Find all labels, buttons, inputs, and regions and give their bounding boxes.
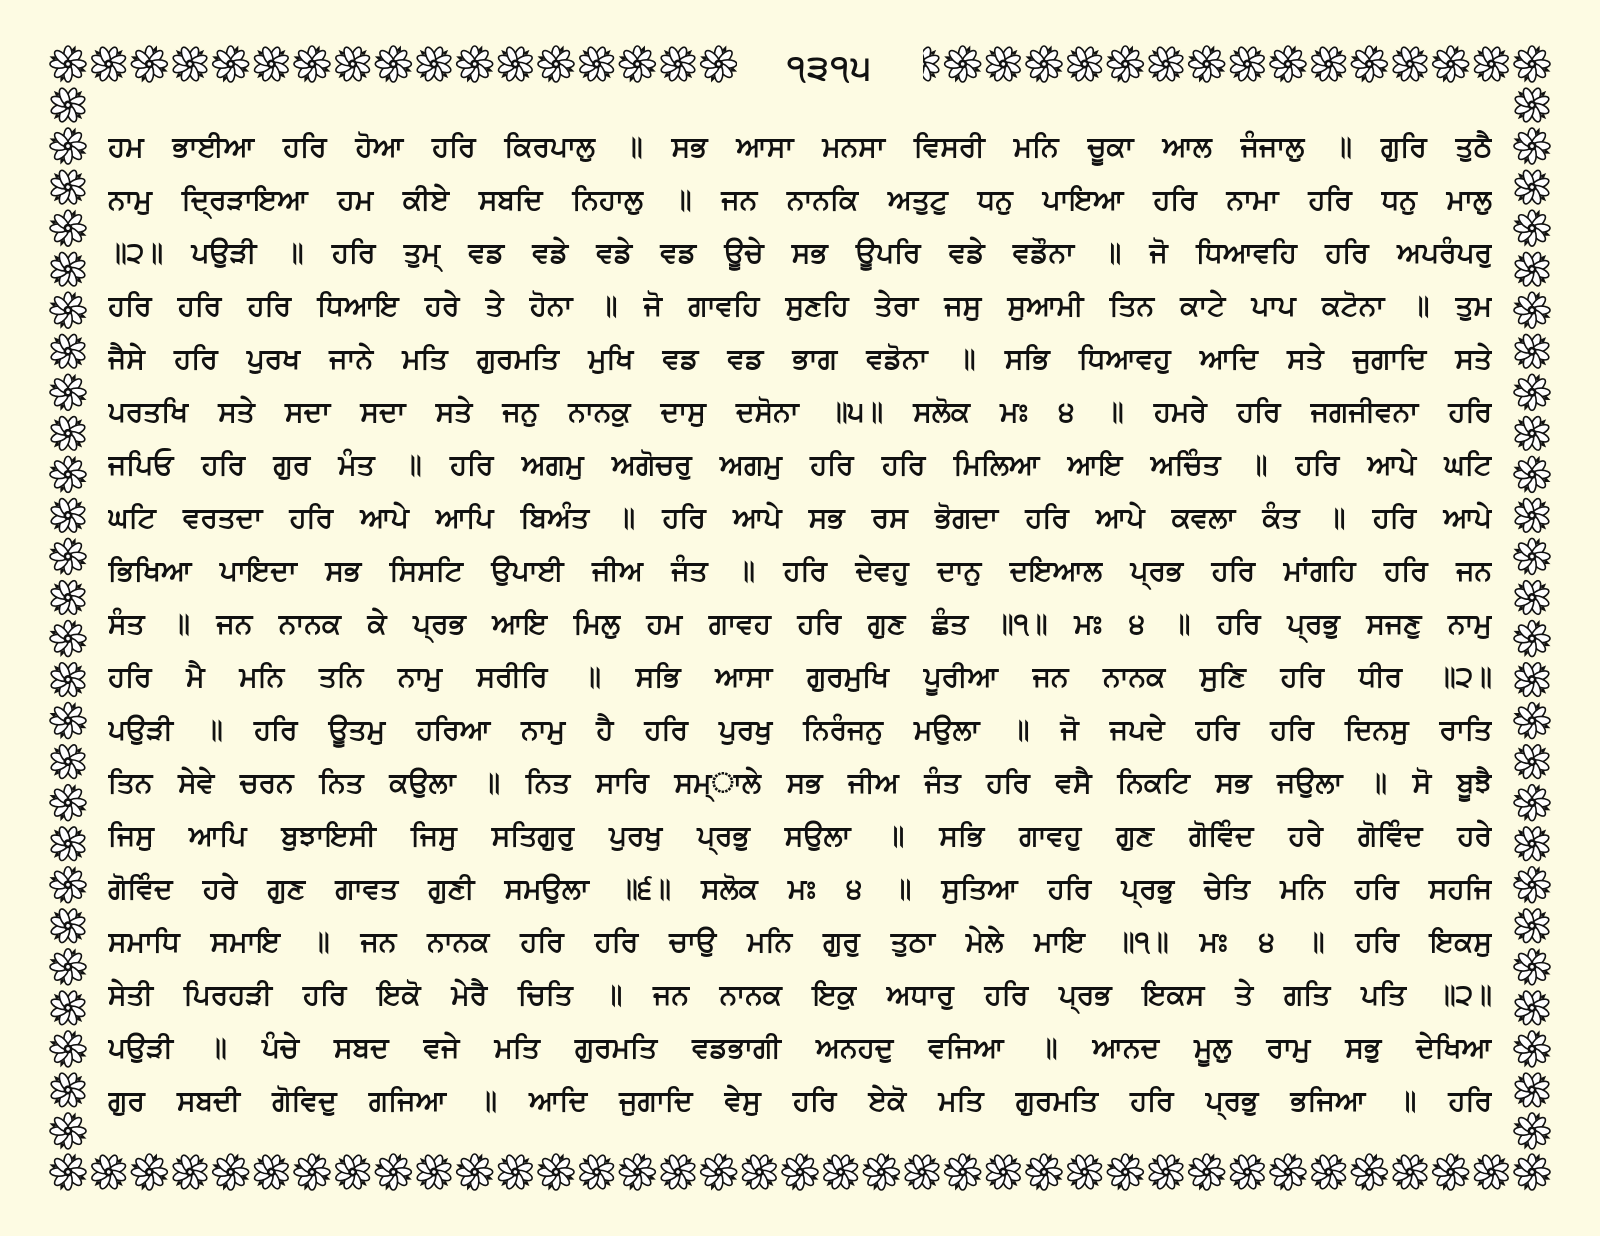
flower-ornament-icon [49,127,87,165]
flower-ornament-icon [1141,1147,1191,1196]
scripture-text-block [108,120,1492,1117]
flower-ornament-icon [455,1153,493,1191]
flower-ornament-icon [165,1147,215,1196]
text-line: ਗੁਰ ਸਬਦੀ ਗੋਵਿਦੁ ਗਜਿਆ ॥ ਆਦਿ ਜੁਗਾਦਿ ਵੇਸੁ ਹਰਿ ਏਕੋ ਮਤਿ ਗੁਰਮਤਿ ਹਰਿ ਪ੍ਰਭੁ ਭਜਿਆ ॥ ਹਰਿ [108,1084,1492,1117]
flower-ornament-icon [1304,1147,1354,1196]
flower-ornament-icon [49,45,87,83]
flower-ornament-icon [44,244,93,294]
text-line: ਸਮਾਧਿ ਸਮਾਇ ॥ ਜਨ ਨਾਨਕ ਹਰਿ ਹਰਿ ਚਾਉ ਮਨਿ ਗੁਰੁ ਤੁਠਾ ਮੇਲੇ ਮਾਇ ॥੧॥ ਮਃ ੪ ॥ ਹਰਿ ਇਕਸੁ [108,925,1492,958]
flower-ornament-icon [1513,1030,1551,1068]
flower-ornament-icon [1513,373,1551,411]
flower-ornament-icon [699,1153,737,1191]
flower-ornament-icon [293,45,331,83]
flower-ornament-icon [49,209,87,247]
text-line: ਪਉੜੀ ॥ ਪੰਚੇ ਸਬਦ ਵਜੇ ਮਤਿ ਗੁਰਮਤਿ ਵਡਭਾਗੀ ਅਨਹਦੁ ਵਜਿਆ ॥ ਆਨਦ ਮੂਲੁ ਰਾਮੁ ਸਭੁ ਦੇਖਿਆ [108,1031,1492,1064]
flower-ornament-icon [1431,45,1469,83]
flower-ornament-icon [409,1147,459,1196]
flower-ornament-icon [943,45,981,83]
text-line: ਨਾਮੁ ਦ੍ਰਿੜਾਇਆ ਹਮ ਕੀਏ ਸਬਦਿ ਨਿਹਾਲੁ ॥ ਜਨ ਨਾਨਕਿ ਅਤੁਟੁ ਧਨੁ ਪਾਇਆ ਹਰਿ ਨਾਮਾ ਹਰਿ ਧਨੁ ਮਾਲੁ [108,183,1492,216]
flower-ornament-icon [1507,901,1556,951]
flower-ornament-icon [1507,490,1556,540]
flower-ornament-icon [1350,45,1388,83]
flower-ornament-icon [130,45,168,83]
flower-ornament-icon [1507,736,1556,786]
flower-ornament-icon [1106,1153,1144,1191]
text-line: ਤਿਨ ਸੇਵੇ ਚਰਨ ਨਿਤ ਕਉਲਾ ॥ ਨਿਤ ਸਾਰਿ ਸਮ੍ਾਲੇ ਸਭ ਜੀਅ ਜੰਤ ਹਰਿ ਵਸੈ ਨਿਕਟਿ ਸਭ ਜਉਲਾ ॥ ਸੋ ਬੂਝੈ [108,766,1492,799]
flower-ornament-icon [165,40,215,89]
flower-ornament-icon [1222,40,1272,89]
text-line: ਘਟਿ ਵਰਤਦਾ ਹਰਿ ਆਪੇ ਆਪਿ ਬਿਅੰਤ ॥ ਹਰਿ ਆਪੇ ਸਭ ਰਸ ਭੋਗਦਾ ਹਰਿ ਆਪੇ ਕਵਲਾ ਕੰਤ ॥ ਹਰਿ ਆਪੇ [108,501,1492,534]
flower-ornament-icon [374,1153,412,1191]
flower-ornament-icon [1507,326,1556,376]
flower-ornament-icon [44,162,93,212]
flower-ornament-icon [1187,45,1225,83]
flower-ornament-icon [455,45,493,83]
flower-ornament-icon [1025,1153,1063,1191]
text-line: ਜੈਸੇ ਹਰਿ ਪੁਰਖ ਜਾਨੇ ਮਤਿ ਗੁਰਮਤਿ ਮੁਖਿ ਵਡ ਵਡ ਭਾਗ ਵਡੋਨਾ ॥ ਸਭਿ ਧਿਆਵਹੁ ਆਦਿ ਸਤੇ ਜੁਗਾਦਿ ਸਤੇ [108,342,1492,375]
flower-ornament-icon [1507,244,1556,294]
text-line: ਜਪਿਓ ਹਰਿ ਗੁਰ ਮੰਤ ॥ ਹਰਿ ਅਗਮੁ ਅਗੋਚਰੁ ਅਗਮੁ ਹਰਿ ਹਰਿ ਮਿਲਿਆ ਆਇ ਅਚਿੰਤ ॥ ਹਰਿ ਆਪੇ ਘਟਿ [108,448,1492,481]
flower-ornament-icon [1513,948,1551,986]
flower-ornament-icon [211,1153,249,1191]
flower-ornament-icon [49,948,87,986]
flower-ornament-icon [653,1147,703,1196]
flower-ornament-icon [653,40,703,89]
flower-ornament-icon [1222,1147,1272,1196]
flower-ornament-icon [978,1147,1028,1196]
flower-ornament-icon [293,1153,331,1191]
flower-ornament-icon [1385,40,1435,89]
flower-ornament-icon [1269,45,1307,83]
text-line: ਪਰਤਖਿ ਸਤੇ ਸਦਾ ਸਦਾ ਸਤੇ ਜਨੁ ਨਾਨਕੁ ਦਾਸੁ ਦਸੋਨਾ ॥੫॥ ਸਲੋਕ ਮਃ ੪ ॥ ਹਮਰੇ ਹਰਿ ਜਗਜੀਵਨਾ ਹਰਿ [108,395,1492,428]
flower-ornament-icon [44,490,93,540]
flower-ornament-icon [1507,80,1556,130]
flower-ornament-icon [1507,654,1556,704]
flower-ornament-icon [1025,45,1063,83]
flower-ornament-icon [1385,1147,1435,1196]
flower-ornament-icon [130,1153,168,1191]
flower-ornament-icon [49,373,87,411]
flower-ornament-icon [978,40,1028,89]
flower-ornament-icon [1507,162,1556,212]
flower-ornament-icon [943,1153,981,1191]
text-line: ॥੨॥ ਪਉੜੀ ॥ ਹਰਿ ਤੁਮ੍ ਵਡ ਵਡੇ ਵਡੇ ਵਡ ਊਚੇ ਸਭ ਊਪਰਿ ਵਡੇ ਵਡੌਨਾ ॥ ਜੋ ਧਿਆਵਹਿ ਹਰਿ ਅਪਰੰਪਰੁ [108,236,1492,269]
flower-ornament-icon [1350,1153,1388,1191]
flower-ornament-icon [49,291,87,329]
flower-ornament-icon [44,819,93,869]
flower-ornament-icon [618,45,656,83]
flower-ornament-icon [49,865,87,903]
flower-ornament-icon [1513,537,1551,575]
flower-ornament-icon [44,408,93,458]
flower-ornament-icon [1106,45,1144,83]
flower-ornament-icon [1466,1147,1516,1196]
flower-ornament-icon [862,1153,900,1191]
text-line: ਹਰਿ ਮੈ ਮਨਿ ਤਨਿ ਨਾਮੁ ਸਰੀਰਿ ॥ ਸਭਿ ਆਸਾ ਗੁਰਮੁਖਿ ਪੂਰੀਆ ਜਨ ਨਾਨਕ ਸੁਣਿ ਹਰਿ ਧੀਰ ॥੨॥ [108,660,1492,693]
flower-ornament-icon [1507,1065,1556,1115]
text-line: ਪਉੜੀ ॥ ਹਰਿ ਊਤਮੁ ਹਰਿਆ ਨਾਮੁ ਹੈ ਹਰਿ ਪੁਰਖੁ ਨਿਰੰਜਨੁ ਮਉਲਾ ॥ ਜੋ ਜਪਦੇ ਹਰਿ ਹਰਿ ਦਿਨਸੁ ਰਾਤਿ [108,713,1492,746]
flower-ornament-icon [1304,40,1354,89]
flower-ornament-icon [49,1153,87,1191]
flower-ornament-icon [1507,983,1556,1033]
flower-ornament-icon [781,1153,819,1191]
flower-ornament-icon [84,40,134,89]
flower-ornament-icon [1466,40,1516,89]
flower-ornament-icon [49,455,87,493]
flower-ornament-icon [897,1147,947,1196]
flower-ornament-icon [1060,40,1110,89]
flower-ornament-icon [1513,1153,1551,1191]
flower-ornament-icon [49,537,87,575]
flower-ornament-icon [246,1147,296,1196]
flower-ornament-icon [44,983,93,1033]
flower-ornament-icon [44,326,93,376]
flower-ornament-icon [328,1147,378,1196]
flower-ornament-icon [1060,1147,1110,1196]
text-line: ਹਰਿ ਹਰਿ ਹਰਿ ਧਿਆਇ ਹਰੇ ਤੇ ਹੋਨਾ ॥ ਜੋ ਗਾਵਹਿ ਸੁਣਹਿ ਤੇਰਾ ਜਸੁ ਸੁਆਮੀ ਤਿਨ ਕਾਟੇ ਪਾਪ ਕਟੋਨਾ ॥ ਤੁਮ [108,289,1492,322]
flower-ornament-icon [44,654,93,704]
flower-ornament-icon [49,783,87,821]
flower-ornament-icon [537,45,575,83]
flower-ornament-icon [490,40,540,89]
flower-ornament-icon [618,1153,656,1191]
flower-ornament-icon [816,1147,866,1196]
text-line: ਸੇਤੀ ਪਿਰਹੜੀ ਹਰਿ ਇਕੋ ਮੇਰੈ ਚਿਤਿ ॥ ਜਨ ਨਾਨਕ ਇਕੁ ਅਧਾਰੁ ਹਰਿ ਪ੍ਰਭ ਇਕਸ ਤੇ ਗਤਿ ਪਤਿ ॥੨॥ [108,978,1492,1011]
flower-ornament-icon [1513,1112,1551,1150]
flower-ornament-icon [1513,455,1551,493]
flower-ornament-icon [49,1112,87,1150]
flower-ornament-icon [1513,45,1551,83]
flower-ornament-icon [490,1147,540,1196]
flower-ornament-icon [699,45,737,83]
flower-ornament-icon [44,1065,93,1115]
flower-ornament-icon [44,80,93,130]
flower-ornament-icon [409,40,459,89]
flower-ornament-icon [1507,408,1556,458]
flower-ornament-icon [1513,701,1551,739]
flower-ornament-icon [44,736,93,786]
flower-ornament-icon [1507,572,1556,622]
flower-ornament-icon [211,45,249,83]
flower-ornament-icon [1141,40,1191,89]
flower-ornament-icon [246,40,296,89]
flower-ornament-icon [537,1153,575,1191]
text-line: ਹਮ ਭਾਈਆ ਹਰਿ ਹੋਆ ਹਰਿ ਕਿਰਪਾਲੁ ॥ ਸਭ ਆਸਾ ਮਨਸਾ ਵਿਸਰੀ ਮਨਿ ਚੂਕਾ ਆਲ ਜੰਜਾਲੁ ॥ ਗੁਰਿ ਤੁਠੈ [108,130,1492,163]
text-line: ਸੰਤ ॥ ਜਨ ਨਾਨਕ ਕੇ ਪ੍ਰਭ ਆਇ ਮਿਲੁ ਹਮ ਗਾਵਹ ਹਰਿ ਗੁਣ ਛੰਤ ॥੧॥ ਮਃ ੪ ॥ ਹਰਿ ਪ੍ਰਭੁ ਸਜਣੁ ਨਾਮੁ [108,607,1492,640]
flower-ornament-icon [1513,127,1551,165]
page-number-plate [737,40,923,96]
flower-ornament-icon [1507,819,1556,869]
flower-ornament-icon [49,701,87,739]
flower-ornament-icon [1513,783,1551,821]
flower-ornament-icon [44,572,93,622]
flower-ornament-icon [84,1147,134,1196]
text-line: ਗੋਵਿੰਦ ਹਰੇ ਗੁਣ ਗਾਵਤ ਗੁਣੀ ਸਮਉਲਾ ॥੬॥ ਸਲੋਕ ਮਃ ੪ ॥ ਸੁਤਿਆ ਹਰਿ ਪ੍ਰਭੁ ਚੇਤਿ ਮਨਿ ਹਰਿ ਸਹਜਿ [108,872,1492,905]
flower-ornament-icon [44,901,93,951]
flower-ornament-icon [1513,291,1551,329]
flower-ornament-icon [1513,865,1551,903]
flower-ornament-icon [572,40,622,89]
flower-ornament-icon [1513,619,1551,657]
text-line: ਭਿਖਿਆ ਪਾਇਦਾ ਸਭ ਸਿਸਟਿ ਉਪਾਈ ਜੀਅ ਜੰਤ ॥ ਹਰਿ ਦੇਵਹੁ ਦਾਨੁ ਦਇਆਲ ਪ੍ਰਭ ਹਰਿ ਮਾਂਗਹਿ ਹਰਿ ਜਨ [108,554,1492,587]
flower-ornament-icon [1513,209,1551,247]
flower-ornament-icon [49,1030,87,1068]
flower-ornament-icon [374,45,412,83]
flower-ornament-icon [734,1147,784,1196]
flower-ornament-icon [1187,1153,1225,1191]
flower-ornament-icon [572,1147,622,1196]
flower-ornament-icon [328,40,378,89]
text-line: ਜਿਸੁ ਆਪਿ ਬੁਝਾਇਸੀ ਜਿਸੁ ਸਤਿਗੁਰੁ ਪੁਰਖੁ ਪ੍ਰਭੁ ਸਉਲਾ ॥ ਸਭਿ ਗਾਵਹੁ ਗੁਣ ਗੋਵਿੰਦ ਹਰੇ ਗੋਵਿੰਦ ਹਰੇ [108,819,1492,852]
flower-ornament-icon [49,619,87,657]
flower-ornament-icon [1269,1153,1307,1191]
page-number: ੧੩੧੫ [786,48,874,88]
flower-ornament-icon [1431,1153,1469,1191]
